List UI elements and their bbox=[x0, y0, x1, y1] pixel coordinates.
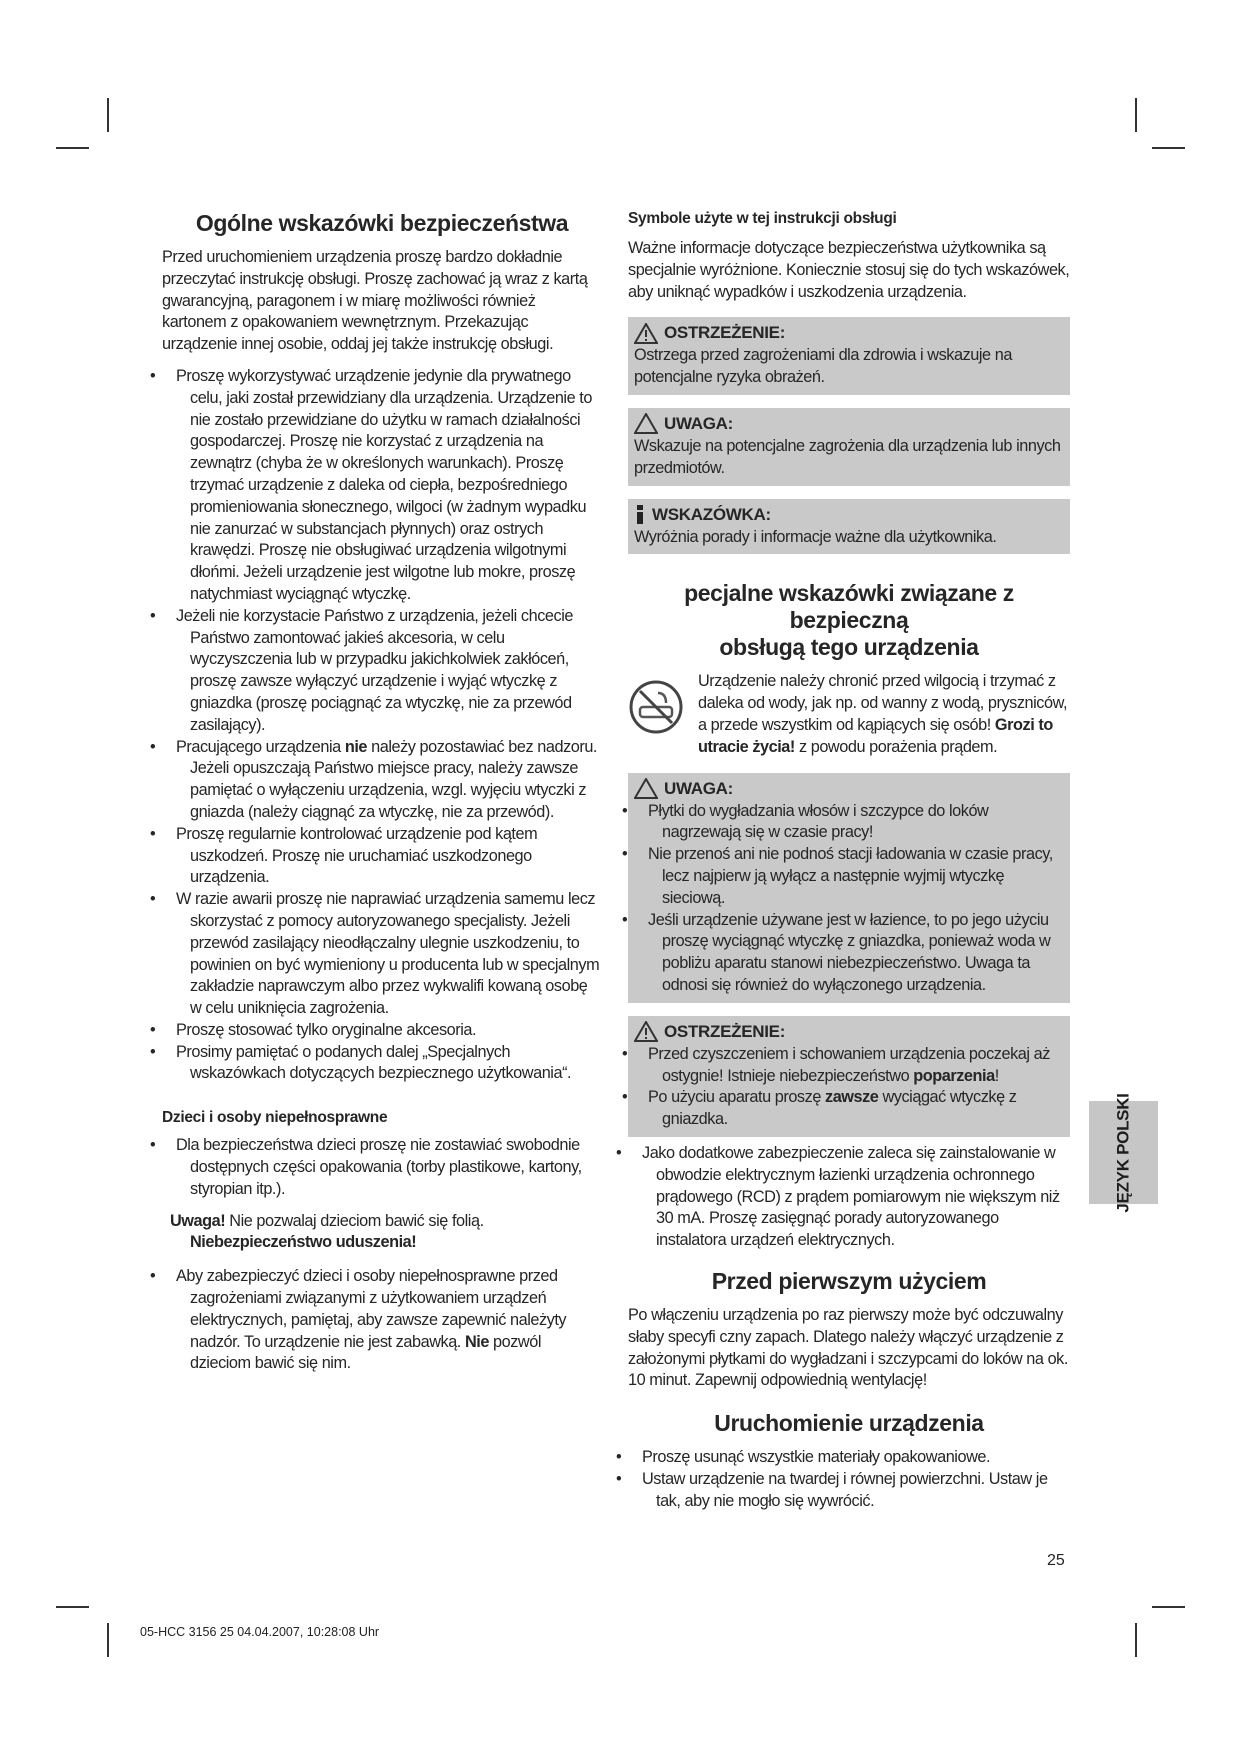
first-use-title: Przed pierwszym użyciem bbox=[711, 1267, 987, 1294]
intro-paragraph: Przed uruchomieniem urządzenia proszę bardzo dokładnie przeczytać instrukcję obsługi. Proszę zachować ją wraz z kartą gwarancyjną, paragonem i w miarę możliwości również kartonem z opakowaniem wewnętrznym. Przekazując urządzenie innej osobie, oddaj jej także instrukcję obsługi. bbox=[162, 248, 588, 354]
crop-mark bbox=[56, 1606, 89, 1608]
list-item: • Jako dodatkowe zabezpieczenie zaleca się zainstalowanie w obwodzie elektrycznym łazienki urządzenia ochronnego prądowego (RCD) z prądem pomiarowym nie większym niż 30 mA. Proszę zasięgnąć porady autoryzowanego instalatora urządzeń elektrycznych. bbox=[616, 1143, 1060, 1250]
crop-mark bbox=[1152, 147, 1185, 149]
list-item: • Płytki do wygładzania włosów i szczypce do loków nagrzewają się w czasie pracy! bbox=[622, 801, 989, 842]
print-footer: 05-HCC 3156 25 04.04.2007, 10:28:08 Uhr bbox=[140, 1625, 380, 1639]
warning-triangle-icon bbox=[634, 1021, 658, 1042]
general-safety-title: Ogólne wskazówki bezpieczeństwa bbox=[195, 210, 569, 236]
warning-box bbox=[628, 317, 1070, 395]
list-item: • Prosimy pamiętać o podanych dalej „Specjalnych wskazówkach dotyczących bezpiecznego użytkowania“. bbox=[150, 1042, 572, 1083]
list-item: • Jeśli urządzenie używane jest w łazience, to po jego użyciu proszę wyciągnąć wtyczkę z gniazdka, ponieważ woda w pobliżu aparatu stanowi niebezpieczeństwo. Uwaga ta odnosi się również do wyłączonego urządzenia. bbox=[622, 910, 1051, 994]
box-text: Ostrzega przed zagrożeniami dla zdrowia i wskazuje na potencjalne ryzyka obrażeń. bbox=[634, 346, 1012, 387]
box-text: Wskazuje na potencjalne zagrożenia dla urządzenia lub innych przedmiotów. bbox=[634, 436, 1061, 477]
right-column bbox=[616, 210, 1070, 1512]
list-item: • Proszę regularnie kontrolować urządzenie pod kątem uszkodzeń. Proszę nie uruchamiać uszkodzonego urządzenia. bbox=[150, 824, 538, 887]
startup-list bbox=[616, 1447, 1070, 1512]
box-heading: OSTRZEŻENIE: bbox=[664, 1021, 786, 1041]
crop-mark bbox=[107, 98, 109, 132]
first-use-text: Po włączeniu urządzenia po raz pierwszy może być odczuwalny słaby specyfi czny zapach. Dlatego należy włączyć urządzenie z założonymi płytkami do wygładzani i szczypcami do loków na ok. 10 minut. Zapewnij odpowiednią wentylację! bbox=[628, 1305, 1068, 1390]
caution-box-2 bbox=[622, 773, 1070, 1003]
list-item: • Proszę wykorzystywać urządzenie jedynie dla prywatnego celu, jaki został przewidziany dla urządzenia. Urządzenie to nie zostało przewidziane do użytku w ramach działalności gospodarczej. Proszę nie korzystać z urządzenia na zewnątrz (chyba że w określonych warunkach). Proszę trzymać urządzenie z daleka od ciepła, bezpośredniego promieniowania słonecznego, wilgoci (w żadnym wypadku nie zanurzać w substancjach płynnych) oraz ostrych krawędzi. Proszę nie obsługiwać urządzenia wilgotnymi dłońmi. Jeżeli urządzenie jest wilgotne lub mokre, proszę natychmiast wyciągnąć wtyczkę. bbox=[150, 366, 592, 603]
caution-triangle-icon bbox=[634, 413, 658, 434]
supervision-list bbox=[150, 1266, 602, 1375]
symbols-intro: Ważne informacje dotyczące bezpieczeństwa użytkownika są specjalnie wyróżnione. Koniecznie stosuj się do tych wskazówek, aby uniknąć wypadków i uszkodzenia urządzenia. bbox=[628, 239, 1070, 301]
hint-box bbox=[628, 499, 1070, 555]
caution-triangle-icon bbox=[634, 778, 658, 799]
box-heading: UWAGA: bbox=[664, 778, 734, 798]
safety-list bbox=[150, 366, 602, 1085]
language-tab: JĘZYK POLSKI bbox=[1089, 1101, 1158, 1204]
startup-title: Uruchomienie urządzenia bbox=[714, 1410, 984, 1437]
list-item: • W razie awarii proszę nie naprawiać urządzenia samemu lecz skorzystać z pomocy autoryzowanego specjalisty. Jeżeli przewód zasilający nieodłączalny ulegnie uszkodzeniu, to powinien on być wymieniony u producenta lub w specjalnym zakładzie naprawczym albo przez wykwalifi kowaną osobę w celu uniknięcia zagrożenia. bbox=[150, 890, 600, 1018]
warning-box-2 bbox=[622, 1016, 1070, 1137]
no-bathtub-icon bbox=[628, 679, 684, 735]
crop-mark bbox=[1135, 98, 1137, 132]
crop-mark bbox=[1152, 1606, 1185, 1608]
crop-mark bbox=[107, 1623, 109, 1657]
caution-box bbox=[628, 408, 1070, 486]
list-item: • Ustaw urządzenie na twardej i równej powierzchni. Ustaw je tak, aby nie mogło się wywrócić. bbox=[616, 1469, 1048, 1510]
list-item: • Jeżeli nie korzystacie Państwo z urządzenia, jeżeli chcecie Państwo zamontować jakieś akcesoria, w celu wyczyszczenia lub w przypadku jakichkolwiek zakłóceń, proszę zawsze wyłączyć urządzenie i wyjąć wtyczkę z gniazdka (proszę pociągnąć za wtyczkę, nie za przewód zasilający). bbox=[150, 606, 573, 734]
list-item: • Dla bezpieczeństwa dzieci proszę nie zostawiać swobodnie dostępnych części opakowania (torby plastikowe, kartony, styropian itp.). bbox=[150, 1136, 582, 1198]
page-number: 25 bbox=[1047, 1552, 1065, 1569]
suffocation-warning: Uwaga! Nie pozwalaj dzieciom bawić się folią. Niebezpieczeństwo uduszenia! bbox=[170, 1211, 484, 1252]
special-safety-title: pecjalne wskazówki związane z bezpieczną obsługą tego urządzenia bbox=[684, 580, 1014, 661]
left-column bbox=[150, 210, 602, 1375]
children-list bbox=[150, 1135, 602, 1200]
list-item: • Po użyciu aparatu proszę zawsze wyciągać wtyczkę z gniazdka. bbox=[622, 1088, 1017, 1129]
water-warning: Urządzenie należy chronić przed wilgocią i trzymać z daleka od wody, jak np. od wanny z wodą, pryszniców, a przede wszystkim od kąpiących się osób! Grozi to utracie życia! z powodu porażenia prądem. bbox=[628, 671, 1070, 758]
crop-mark bbox=[56, 147, 89, 149]
box-heading: OSTRZEŻENIE: bbox=[664, 323, 786, 343]
symbols-title: Symbole użyte w tej instrukcji obsługi bbox=[628, 210, 897, 227]
list-item: • Nie przenoś ani nie podnoś stacji ładowania w czasie pracy, lecz najpierw ją wyłącz a następnie wyjmij wtyczkę sieciową. bbox=[622, 845, 1053, 907]
list-item: • Aby zabezpieczyć dzieci i osoby niepełnosprawne przed zagrożeniami związanymi z użytkowaniem urządzeń elektrycznych, pamiętaj, aby zawsze zapewnić należyty nadzór. To urządzenie nie jest zabawką. Nie pozwól dzieciom bawić się nim. bbox=[150, 1267, 567, 1373]
list-item: • Przed czyszczeniem i schowaniem urządzenia poczekaj aż ostygnie! Istnieje niebezpieczeństwo poparzenia! bbox=[622, 1044, 1050, 1085]
box-heading: WSKAZÓWKA: bbox=[652, 504, 771, 524]
warning-triangle-icon bbox=[634, 323, 658, 344]
list-item: • Proszę stosować tylko oryginalne akcesoria. bbox=[150, 1020, 477, 1039]
rcd-list bbox=[616, 1143, 1070, 1252]
children-title: Dzieci i osoby niepełnosprawne bbox=[162, 1109, 388, 1127]
water-warning-text: Urządzenie należy chronić przed wilgocią i trzymać z daleka od wody, jak np. od wanny z wodą, pryszniców, a przede wszystkim od kąpiących się osób! bbox=[698, 672, 1068, 734]
info-icon bbox=[634, 504, 646, 525]
list-item: • Proszę usunąć wszystkie materiały opakowaniowe. bbox=[616, 1448, 991, 1467]
list-item: • Pracującego urządzenia nie należy pozostawiać bez nadzoru. Jeżeli opuszczają Państwo miejsce pracy, należy zawsze pamiętać o wyłączeniu urządzenia, wzgl. wyjęciu wtyczki z gniazda (należy ciągnąć za wtyczkę, nie za przewód). bbox=[150, 737, 598, 821]
crop-mark bbox=[1135, 1623, 1137, 1657]
box-text: Wyróżnia porady i informacje ważne dla użytkownika. bbox=[634, 527, 997, 546]
danger-text: Grozi to utracie życia! bbox=[698, 715, 1053, 756]
box-heading: UWAGA: bbox=[664, 413, 734, 433]
